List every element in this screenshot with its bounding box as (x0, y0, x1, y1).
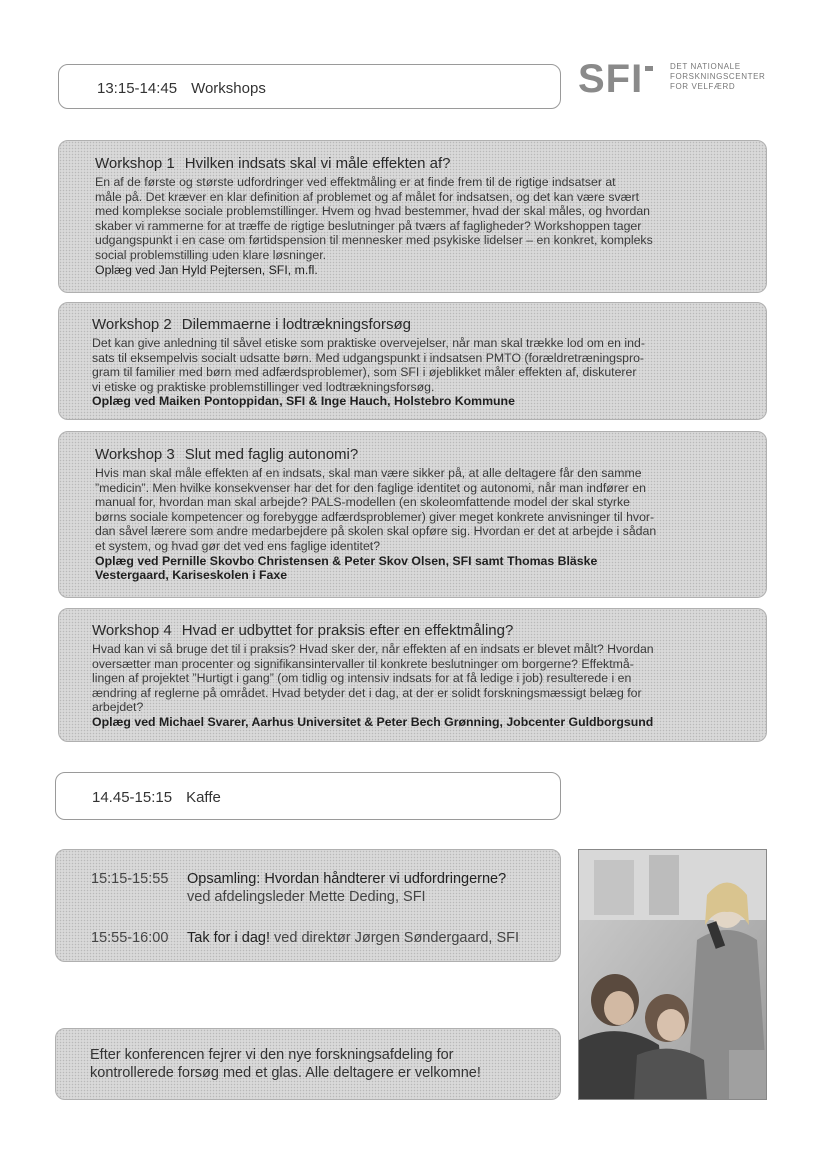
workshop-3-title: Slut med faglig autonomi? (184, 446, 359, 463)
conference-photo (578, 849, 767, 1100)
workshop-4-line: ændring af reglerne på området. Hvad betyder det i dag, at der er solidt forskningsmæssigt belæg for (92, 685, 642, 700)
closing-line-2: kontrollerede forsøg med et glas. Alle deltagere er velkomne! (90, 1065, 481, 1081)
conference-photo-illustration (579, 850, 767, 1100)
workshop-3-number: Workshop 3 (95, 446, 175, 463)
workshop-2-title: Dilemmaerne i lodtrækningsforsøg (181, 316, 412, 333)
workshop-4-line: arbejdet? (92, 700, 144, 715)
workshop-1-line: En af de første og største udfordringer ved effektmåling er at finde frem til de rigtige indsatser at (95, 175, 616, 189)
workshop-2-box (58, 302, 767, 420)
workshop-4-speakers: Oplæg ved Michael Svarer, Aarhus Universitet & Peter Bech Grønning, Jobcenter Guldborgsund (92, 714, 654, 729)
workshop-1-line: med komplekse sociale problemstillinger. Hvem og hvad bestemmer, hvad der skal måles, og hvordan (95, 204, 650, 219)
wrapup-time-1: 15:15-15:55 (91, 871, 169, 887)
wrapup-row-1 (91, 870, 506, 888)
workshop-1-box (58, 140, 767, 293)
header-label: Workshops (191, 80, 266, 97)
coffee-time: 14.45-15:15 (92, 789, 173, 806)
workshop-4-line: lingen af projektet ”Hurtigt i gang” (om tidlig og intensiv indsats for at få ledige i job) resulterede i en (92, 671, 632, 686)
logo-line-2: FORSKNINGSCENTER (670, 72, 766, 81)
workshop-2-heading (92, 316, 752, 334)
workshop-1-line: skaber vi rammerne for at træffe de rigtige beslutninger på tværs af fagligheder? Workshoppen tager (95, 218, 642, 233)
wrapup-box (55, 849, 561, 962)
header-box (58, 64, 561, 109)
closing-line-1: Efter konferencen fejrer vi den nye forskningsafdeling for (90, 1047, 454, 1063)
closing-text (90, 1046, 481, 1082)
coffee-line (92, 789, 221, 806)
workshop-3-line: manual for, hvordan man skal arbejde? PALS-modellen (en skoleomfattende model der skal styrke (95, 495, 630, 510)
coffee-box (55, 772, 561, 820)
workshop-3-heading (95, 446, 752, 464)
workshop-4-heading (92, 622, 752, 640)
workshop-3-line: Hvis man skal måle effekten af en indsats, skal man være sikker på, at alle deltagere får den samme (95, 466, 642, 480)
wrapup-time-2: 15:55-16:00 (91, 930, 169, 946)
sfi-logo (578, 58, 773, 102)
coffee-label: Kaffe (186, 789, 221, 806)
workshop-4-line: oversætter man procenter og signifikansintervaller til konkrete beslutninger om borgerne? Effektmå- (92, 656, 634, 671)
workshop-4-title: Hvad er udbyttet for praksis efter en effektmåling? (181, 622, 514, 639)
closing-box (55, 1028, 561, 1100)
workshop-3-speakers: Oplæg ved Pernille Skovbo Christensen & Peter Skov Olsen, SFI samt Thomas Bläske (95, 553, 598, 568)
wrapup-title-1: Opsamling: Hvordan håndterer vi udfordringerne? (187, 871, 507, 887)
workshop-2-line: gram til familier med børn med adfærdsproblemer), som SFI i øjeblikket måler effekten af, diskuterer (92, 365, 637, 380)
workshop-2-number: Workshop 2 (92, 316, 172, 333)
workshop-1-speakers: Oplæg ved Jan Hyld Pejtersen, SFI, m.fl. (95, 262, 318, 277)
workshop-2-speakers: Oplæg ved Maiken Pontoppidan, SFI & Inge Hauch, Holstebro Kommune (92, 394, 515, 409)
sfi-logo-mark (645, 66, 653, 71)
wrapup-title-2: Tak for i dag! (187, 930, 271, 946)
workshop-3-speakers: Vestergaard, Kariseskolen i Faxe (95, 568, 288, 583)
sfi-logo-letters: SFI (578, 57, 644, 101)
wrapup-sub-2: ved direktør Jørgen Søndergaard, SFI (274, 930, 520, 946)
workshop-3-line: ”medicin”. Men hvilke konsekvenser har det for den faglige identitet og autonomi, når man indfører en (95, 480, 646, 495)
header-line (97, 80, 266, 97)
workshop-3-line: børns sociale kompetencer og forebygge adfærdsproblemer) giver meget konkrete anvisninger til hvor- (95, 509, 655, 524)
workshop-1-line: udgangspunkt i en case om førtidspension til mennesker med psykiske lidelser – en konkret, kompleks (95, 233, 653, 248)
wrapup-sub-1: ved afdelingsleder Mette Deding, SFI (187, 889, 426, 905)
workshop-3-line: et system, og hvad gør det ved ens faglige identitet? (95, 538, 381, 553)
workshop-4-line: Hvad kan vi så bruge det til i praksis? Hvad sker der, når effekten af en indsats er blevet målt? Hvordan (92, 642, 654, 656)
header-time: 13:15-14:45 (97, 80, 178, 97)
workshop-3-box (58, 431, 767, 598)
logo-line-3: FOR VELFÆRD (670, 82, 736, 91)
wrapup-row-2 (91, 929, 519, 947)
workshop-4-box (58, 608, 767, 742)
workshop-1-title: Hvilken indsats skal vi måle effekten af? (184, 155, 451, 172)
logo-line-1: DET NATIONALE (670, 62, 741, 71)
workshop-1-line: social problemstilling uden klare løsninger. (95, 247, 327, 262)
workshop-4-number: Workshop 4 (92, 622, 172, 639)
workshop-1-number: Workshop 1 (95, 155, 175, 172)
sfi-logo-text (670, 62, 765, 92)
workshop-3-line: dan såvel lærere som andre medarbejdere på skolen skal opføre sig. Hvordan er det at arbejde i sådan (95, 524, 657, 539)
workshop-1-line: måle på. Det kræver en klar definition af problemet og af målet for indsatsen, og det kan være svært (95, 189, 640, 204)
workshop-2-line: sats til eksempelvis socialt udsatte børn. Med udgangspunkt i indsatsen PMTO (forældretræningspro- (92, 350, 645, 365)
workshop-1-heading (95, 155, 752, 173)
workshop-2-line: vi etiske og praktiske problemstillinger ved lodtrækningsforsøg. (92, 379, 435, 394)
workshop-2-line: Det kan give anledning til såvel etiske som praktiske overvejelser, når man skal trække lod om en ind- (92, 336, 645, 350)
